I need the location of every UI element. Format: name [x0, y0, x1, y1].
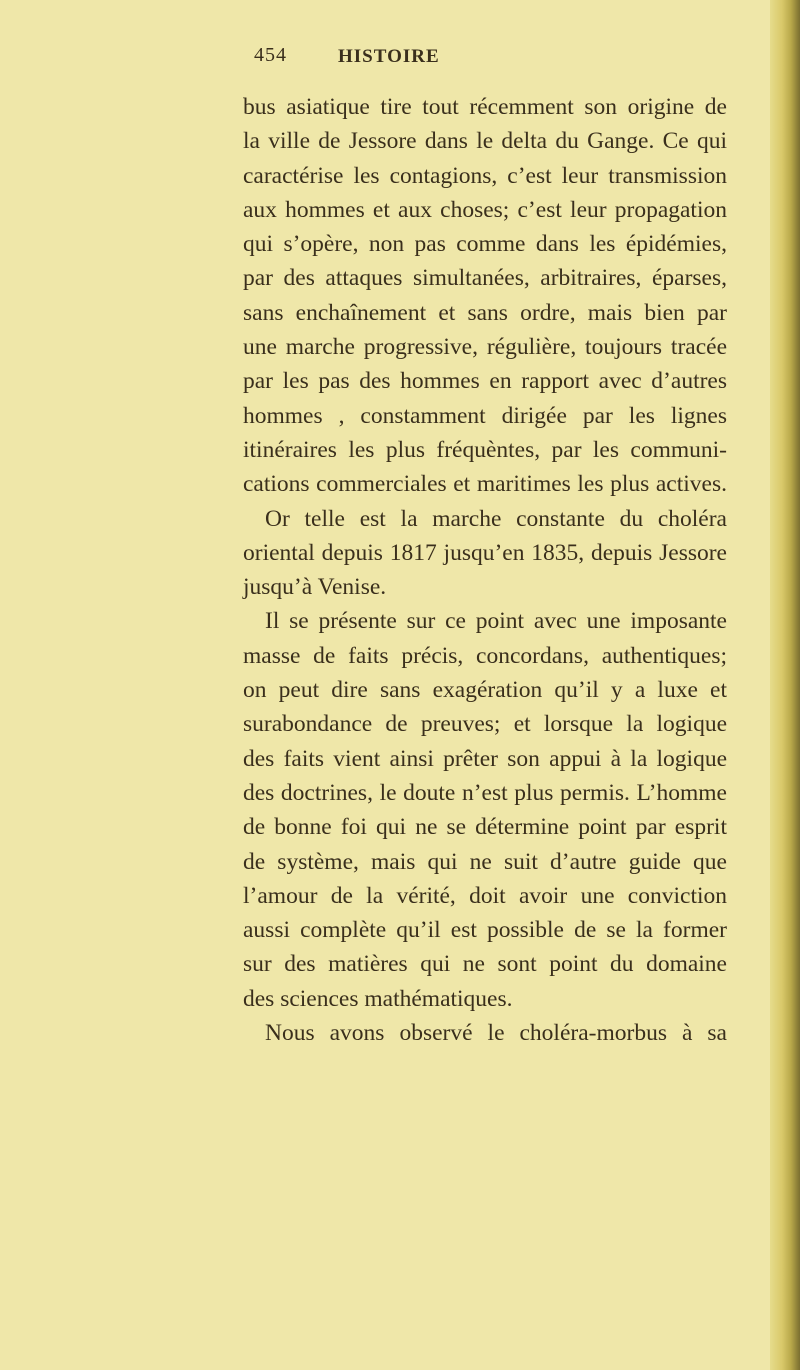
text-line: la ville de Jessore dans le delta du Gange. Ce qui — [243, 128, 727, 155]
text-line: Or telle est la marche constante du choléra — [265, 505, 727, 532]
text-line: oriental depuis 1817 jusqu’en 1835, depuis Jessore — [243, 539, 727, 566]
text-line: cations commerciales et maritimes les plus actives. — [243, 471, 727, 498]
text-line: sur des matières qui ne sont point du domaine — [243, 951, 727, 978]
text-line: masse de faits précis, concordans, authentiques; — [243, 642, 727, 669]
text-line: des faits vient ainsi prêter son appui à la logique — [243, 745, 727, 772]
text-line: par des attaques simultanées, arbitraires, éparses, — [243, 265, 727, 292]
text-line: itinéraires les plus fréquèntes, par les communi- — [243, 436, 727, 463]
text-line: sans enchaînement et sans ordre, mais bien par — [243, 299, 727, 326]
text-line: des doctrines, le doute n’est plus permis. L’homme — [243, 779, 727, 806]
text-line: des sciences mathématiques. — [243, 985, 513, 1012]
text-line: surabondance de preuves; et lorsque la logique — [243, 711, 727, 738]
running-head: HISTOIRE — [338, 46, 440, 67]
body-text — [243, 90, 727, 1050]
text-line: l’amour de la vérité, doit avoir une conviction — [243, 882, 727, 909]
text-line: hommes , constamment dirigée par les lignes — [243, 402, 727, 429]
page-edge — [770, 0, 800, 1370]
text-line: bus asiatique tire tout récemment son origine de — [243, 94, 727, 120]
text-line: aussi complète qu’il est possible de se la former — [243, 917, 727, 944]
text-line: aux hommes et aux choses; c’est leur propagation — [243, 196, 727, 223]
text-line: Nous avons observé le choléra-morbus à sa — [265, 1020, 727, 1047]
text-line: Il se présente sur ce point avec une imposante — [265, 608, 727, 635]
page-number: 454 — [254, 44, 287, 66]
text-line: de bonne foi qui ne se détermine point par esprit — [243, 814, 727, 841]
text-line: caractérise les contagions, c’est leur transmission — [243, 162, 727, 189]
text-line: on peut dire sans exagération qu’il y a luxe et — [243, 677, 727, 704]
text-line: jusqu’à Venise. — [243, 574, 387, 601]
text-line: une marche progressive, régulière, toujours tracée — [243, 334, 727, 361]
text-line: qui s’opère, non pas comme dans les épidémies, — [243, 231, 727, 258]
text-line: de système, mais qui ne suit d’autre guide que — [243, 848, 727, 875]
text-line: par les pas des hommes en rapport avec d’autres — [243, 368, 727, 395]
